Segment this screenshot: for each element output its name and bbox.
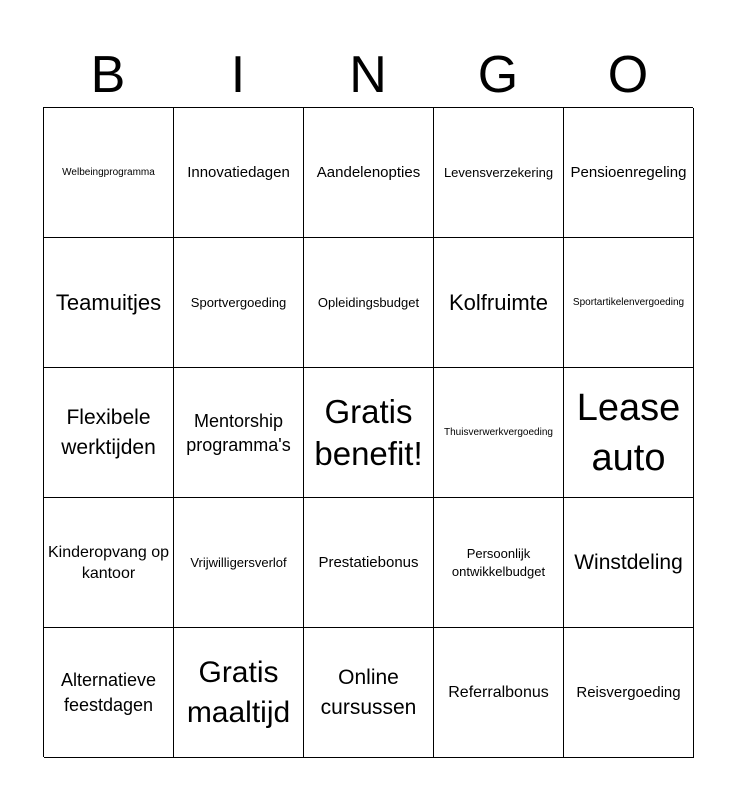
cell-label: Sportartikelenvergoeding: [572, 296, 685, 308]
bingo-cell[interactable]: [434, 108, 564, 238]
bingo-cell[interactable]: [44, 108, 174, 238]
cell-label: Pensioenregeling: [570, 163, 687, 181]
bingo-cell[interactable]: [304, 108, 434, 238]
bingo-cell[interactable]: [564, 108, 694, 238]
bingo-cell[interactable]: [44, 498, 174, 628]
header-letter-o: O: [607, 46, 649, 104]
cell-label: Welbeingprogramma: [62, 166, 155, 178]
cell-label: Kolfruimte: [448, 289, 549, 315]
header-letter-i: I: [230, 46, 246, 104]
bingo-cell[interactable]: [44, 368, 174, 498]
cell-label: Referralbonus: [448, 683, 549, 701]
cell-label: Opleidingsbudget: [317, 294, 420, 310]
bingo-cell[interactable]: [564, 498, 694, 628]
bingo-cell[interactable]: [304, 498, 434, 628]
cell-label: Sportvergoeding: [190, 294, 287, 310]
cell-label: Winstdeling: [574, 551, 683, 574]
bingo-header: [43, 42, 693, 108]
bingo-cell[interactable]: [174, 238, 304, 368]
cell-label: Mentorship programma's: [186, 410, 291, 455]
cell-label: Innovatiedagen: [187, 163, 290, 181]
bingo-cell[interactable]: [304, 238, 434, 368]
bingo-cell[interactable]: [564, 368, 694, 498]
header-letter-n: N: [349, 46, 387, 104]
cell-label: Levensverzekering: [443, 164, 554, 180]
cell-label: Gratis maaltijd: [186, 655, 291, 729]
bingo-cell[interactable]: [304, 628, 434, 758]
bingo-cell[interactable]: [44, 238, 174, 368]
bingo-cell[interactable]: [174, 498, 304, 628]
bingo-cell[interactable]: [434, 368, 564, 498]
bingo-cell[interactable]: [564, 238, 694, 368]
cell-label: Gratis benefit!: [314, 392, 423, 472]
cell-label: Lease auto: [576, 386, 681, 479]
bingo-cell[interactable]: [434, 628, 564, 758]
cell-label: Thuisverwerkvergoeding: [444, 426, 553, 438]
cell-label: Alternatieve feestdagen: [60, 669, 157, 715]
cell-label: Vrijwilligersverlof: [190, 554, 287, 570]
bingo-cell[interactable]: [304, 368, 434, 498]
cell-label: Reisvergoeding: [576, 683, 681, 701]
cell-label: Persoonlijk ontwikkelbudget: [451, 545, 546, 579]
bingo-cell[interactable]: [434, 238, 564, 368]
bingo-cell[interactable]: [174, 368, 304, 498]
cell-label: Flexibele werktijden: [61, 405, 156, 459]
bingo-cell[interactable]: [434, 498, 564, 628]
cell-label: Kinderopvang op kantoor: [48, 543, 169, 582]
cell-label: Online cursussen: [320, 665, 417, 719]
header-letter-b: B: [90, 46, 126, 104]
bingo-cell[interactable]: [44, 628, 174, 758]
bingo-cell[interactable]: [174, 108, 304, 238]
cell-label: Aandelenopties: [316, 163, 421, 181]
bingo-cell[interactable]: [564, 628, 694, 758]
bingo-grid: [43, 107, 693, 757]
cell-label: Teamuitjes: [55, 289, 162, 315]
bingo-cell[interactable]: [174, 628, 304, 758]
cell-label: Prestatiebonus: [318, 553, 419, 571]
header-letter-g: G: [477, 46, 519, 104]
